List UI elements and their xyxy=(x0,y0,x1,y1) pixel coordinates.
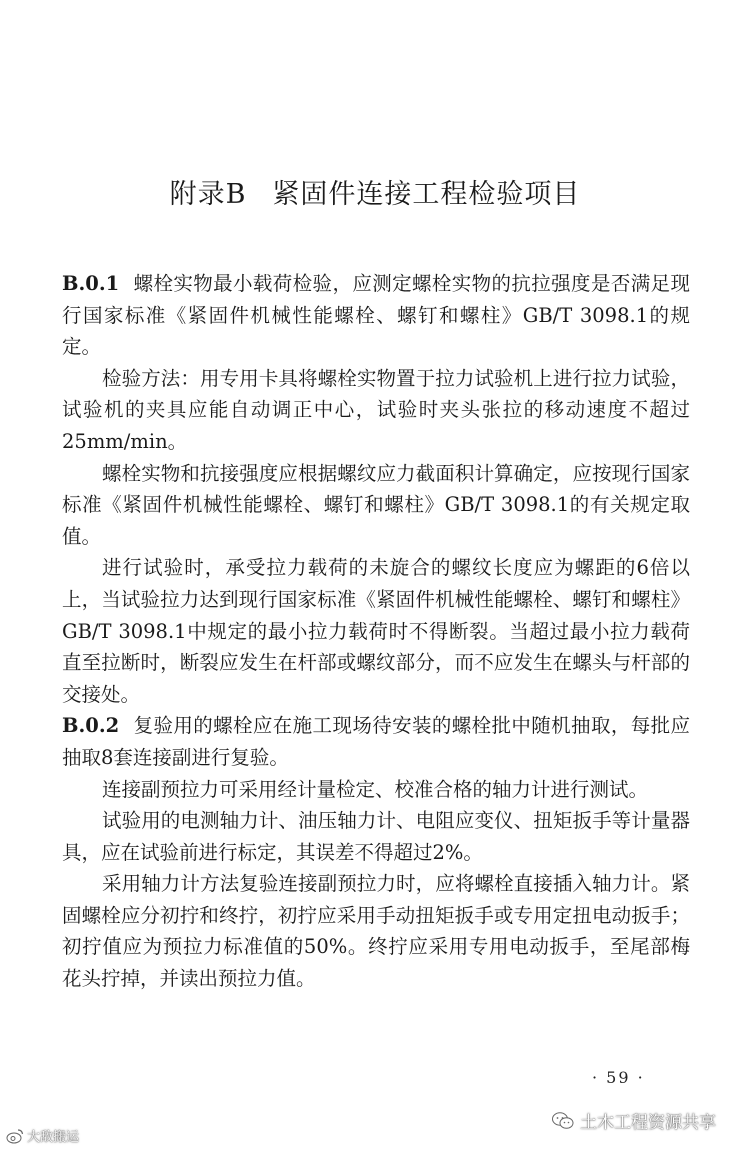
clause-number: B.0.2 xyxy=(62,714,120,738)
paragraph-text: 采用轴力计方法复验连接副预拉力时，应将螺栓直接插入轴力计。紧固螺栓应分初拧和终拧，初拧应采用手动扭矩扳手或专用定扭电动扳手；初拧值应为预拉力标准值的50%。终拧应采用专用电动扳手，至尾部梅花头拧掉，并读出预拉力值。 xyxy=(62,872,690,991)
appendix-label: 附录B xyxy=(169,179,247,210)
document-body xyxy=(62,268,690,995)
paragraph-text: 螺栓实物和抗接强度应根据螺纹应力截面积计算确定，应按现行国家标准《紧固件机械性能螺栓、螺钉和螺柱》GB/T 3098.1的有关规定取值。 xyxy=(62,461,690,548)
paragraph-text: 检验方法：用专用卡具将螺栓实物置于拉力试验机上进行拉力试验，试验机的夹具应能自动调正中心，试验时夹头张拉的移动速度不超过25mm/min。 xyxy=(62,366,690,453)
wechat-icon xyxy=(552,1112,574,1130)
paragraph-text: 试验用的电测轴力计、油压轴力计、电阻应变仪、扭矩扳手等计量器具，应在试验前进行标定，其误差不得超过2%。 xyxy=(62,809,690,864)
watermark-wechat xyxy=(552,1108,716,1133)
paragraph xyxy=(62,458,690,553)
clause-number: B.0.1 xyxy=(62,272,120,295)
paragraph-b02 xyxy=(62,710,690,773)
paragraph xyxy=(62,868,690,994)
page-number: · 59 · xyxy=(592,1068,645,1087)
paragraph xyxy=(62,805,690,868)
watermark-text: 土木工程资源共享 xyxy=(580,1113,716,1133)
page-title xyxy=(0,172,750,211)
watermark-text: 大敌搬运 xyxy=(27,1130,80,1145)
paragraph-b01 xyxy=(62,268,690,363)
paragraph-text: 进行试验时，承受拉力载荷的未旋合的螺纹长度应为螺距的6倍以上，当试验拉力达到现行国家标准《紧固件机械性能螺栓、螺钉和螺柱》GB/T 3098.1中规定的最小拉力载荷时不得断裂。当超过最小拉力载荷直至拉断时，断裂应发生在杆部或螺纹部分，而不应发生在螺头与杆部的交接处。 xyxy=(62,556,690,706)
watermark-weibo xyxy=(6,1126,79,1145)
paragraph-text: 复验用的螺栓应在施工现场待安装的螺栓批中随机抽取，每批应抽取8套连接副进行复验。 xyxy=(62,714,690,769)
paragraph xyxy=(62,363,690,458)
paragraph-text: 螺栓实物最小载荷检验，应测定螺栓实物的抗拉强度是否满足现行国家标准《紧固件机械性能螺栓、螺钉和螺柱》GB/T 3098.1的规定。 xyxy=(62,272,690,359)
paragraph-text: 连接副预拉力可采用经计量检定、校准合格的轴力计进行测试。 xyxy=(102,777,649,801)
paragraph xyxy=(62,552,690,710)
paragraph xyxy=(62,774,690,806)
sina-weibo-icon xyxy=(6,1128,24,1144)
appendix-title: 紧固件连接工程检验项目 xyxy=(272,179,581,210)
